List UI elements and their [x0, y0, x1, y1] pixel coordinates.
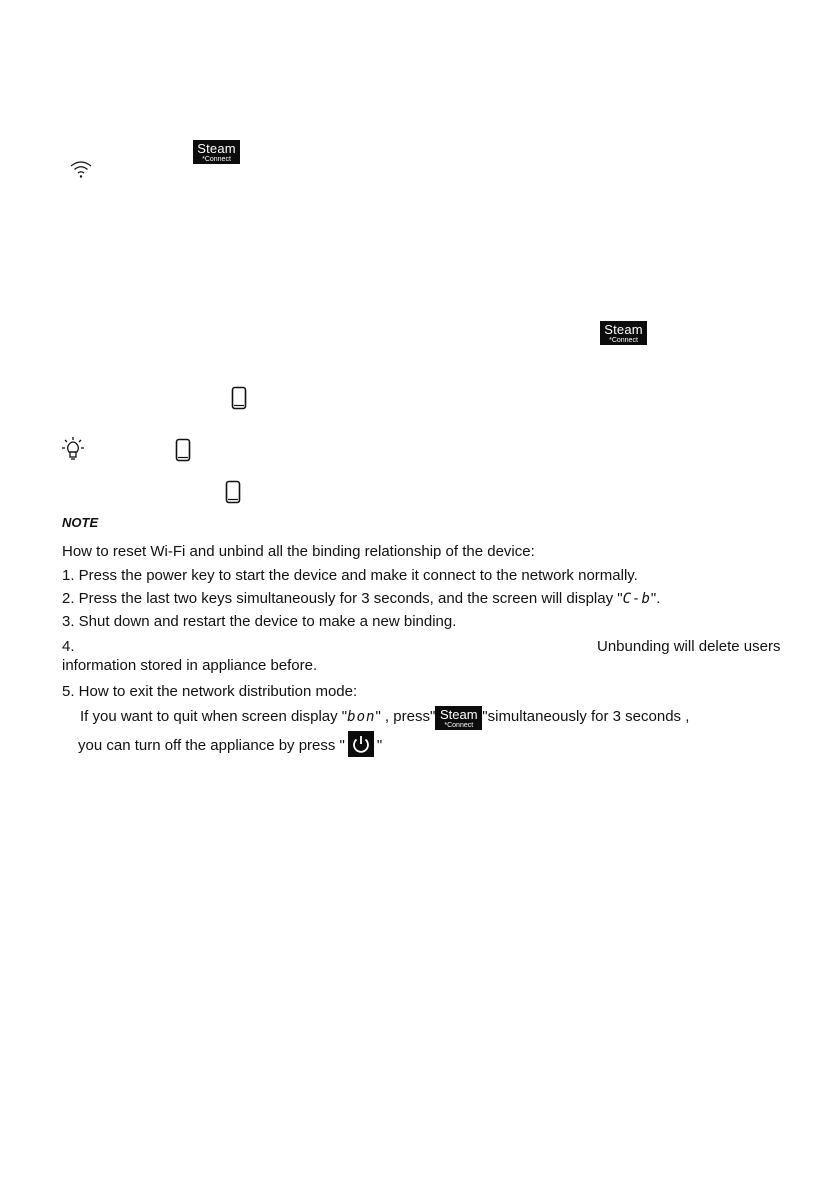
note-step-4-number: 4. [62, 638, 75, 655]
note-step-2 [62, 590, 660, 607]
display-code-cb: C-b [622, 591, 651, 607]
step-5-text-b: " , press" [375, 708, 436, 725]
note-step-5-line-1 [80, 706, 689, 730]
steam-connect-badge [193, 140, 240, 164]
note-step-5-line-2 [78, 731, 382, 757]
connect-label: *Connect [202, 156, 231, 163]
steam-connect-badge [435, 706, 482, 730]
phone-icon [225, 480, 241, 504]
note-step-4-continuation: information stored in appliance before. [62, 657, 318, 674]
step-2-suffix: ". [650, 590, 661, 607]
note-step-1: 1. Press the power key to start the device and make it connect to the network normally. [62, 567, 638, 584]
lightbulb-icon [61, 436, 85, 462]
wifi-icon [69, 159, 93, 179]
steam-label: Steam [197, 141, 236, 156]
step-5-text-a: If you want to quit when screen display " [80, 708, 348, 725]
note-intro: How to reset Wi-Fi and unbind all the binding relationship of the device: [62, 543, 535, 560]
display-code-bon: bon [347, 709, 376, 725]
steam-label: Steam [604, 322, 643, 337]
phone-icon [175, 438, 191, 462]
note-step-3: 3. Shut down and restart the device to make a new binding. [62, 613, 457, 630]
connect-label: *Connect [444, 722, 474, 729]
connect-label: *Connect [609, 337, 638, 344]
steam-connect-badge [600, 321, 647, 345]
power-icon [348, 731, 374, 757]
phone-icon [231, 386, 247, 410]
step-5-text-d: you can turn off the appliance by press " [78, 737, 345, 754]
step-5-text-e: " [376, 737, 383, 754]
note-step-5-title: 5. How to exit the network distribution mode: [62, 683, 358, 700]
note-step-4-text: Unbunding will delete users [597, 638, 781, 655]
step-2-prefix: 2. Press the last two keys simultaneously for 3 seconds, and the screen will display " [62, 590, 623, 607]
step-5-text-c: "simultaneously for 3 seconds , [482, 708, 690, 725]
note-title: NOTE [62, 515, 99, 530]
steam-label: Steam [439, 707, 478, 722]
